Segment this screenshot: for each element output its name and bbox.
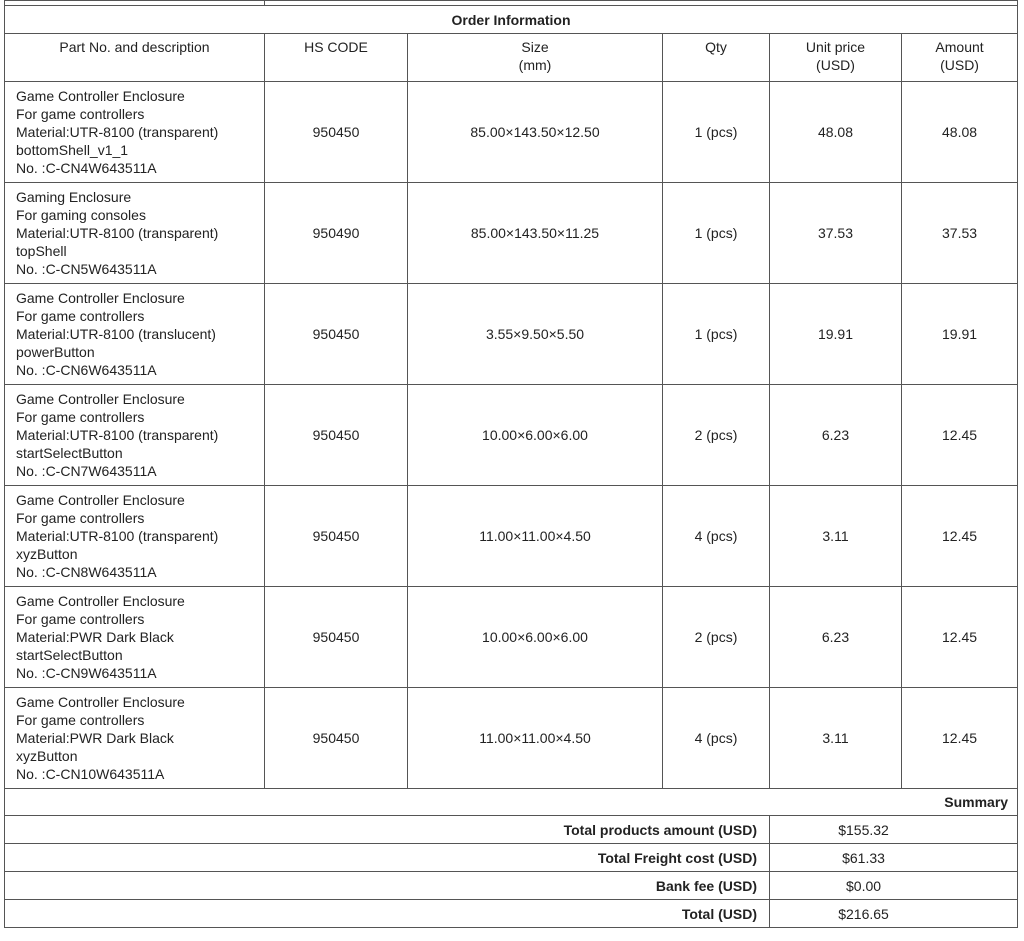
item-hs-code: 950450 — [265, 284, 408, 385]
item-unit-price: 19.91 — [770, 284, 902, 385]
summary-label-total: Total (USD) — [5, 900, 770, 928]
item-material: Material:UTR-8100 (translucent) — [16, 326, 216, 342]
summary-value-products: $155.32 — [770, 816, 1018, 844]
header-line: Size — [521, 39, 549, 55]
item-unit-price: 3.11 — [770, 688, 902, 789]
table-row — [5, 82, 1018, 183]
item-part: startSelectButton — [16, 647, 123, 663]
item-name: Game Controller Enclosure — [16, 694, 185, 710]
column-header-row — [5, 34, 1018, 82]
item-usage: For game controllers — [16, 308, 145, 324]
item-description — [5, 385, 265, 486]
column-header-qty — [663, 34, 770, 82]
item-usage: For game controllers — [16, 409, 145, 425]
summary-value-total: $216.65 — [770, 900, 1018, 928]
item-amount: 12.45 — [902, 587, 1018, 688]
item-unit-price: 6.23 — [770, 385, 902, 486]
item-amount: 12.45 — [902, 688, 1018, 789]
item-part: topShell — [16, 243, 67, 259]
column-header-size — [408, 34, 663, 82]
item-number: No. :C-CN7W643511A — [16, 463, 157, 479]
item-name: Gaming Enclosure — [16, 189, 132, 205]
item-number: No. :C-CN4W643511A — [16, 160, 157, 176]
item-size: 10.00×6.00×6.00 — [408, 587, 663, 688]
item-number: No. :C-CN10W643511A — [16, 766, 165, 782]
item-unit-price: 6.23 — [770, 587, 902, 688]
item-hs-code: 950450 — [265, 587, 408, 688]
item-qty: 1 (pcs) — [663, 82, 770, 183]
item-part: powerButton — [16, 344, 95, 360]
section-title: Order Information — [5, 6, 1018, 34]
summary-title: Summary — [5, 789, 1018, 816]
item-material: Material:UTR-8100 (transparent) — [16, 427, 219, 443]
item-material: Material:PWR Dark Black — [16, 730, 174, 746]
item-name: Game Controller Enclosure — [16, 88, 185, 104]
item-unit-price: 48.08 — [770, 82, 902, 183]
summary-value-bank-fee: $0.00 — [770, 872, 1018, 900]
item-qty: 4 (pcs) — [663, 486, 770, 587]
summary-row — [5, 816, 1018, 844]
header-line: Unit price — [805, 39, 866, 55]
header-line: Part No. and description — [59, 39, 210, 55]
item-material: Material:UTR-8100 (transparent) — [16, 225, 219, 241]
item-name: Game Controller Enclosure — [16, 492, 185, 508]
item-name: Game Controller Enclosure — [16, 593, 185, 609]
column-header-hs-code — [265, 34, 408, 82]
item-hs-code: 950450 — [265, 486, 408, 587]
item-description — [5, 82, 265, 183]
table-row — [5, 284, 1018, 385]
item-number: No. :C-CN5W643511A — [16, 261, 157, 277]
item-part: xyzButton — [16, 748, 78, 764]
header-line: Amount — [935, 39, 984, 55]
table-row — [5, 486, 1018, 587]
header-line: Qty — [705, 39, 727, 55]
item-usage: For gaming consoles — [16, 207, 146, 223]
order-document — [4, 0, 1017, 928]
item-name: Game Controller Enclosure — [16, 290, 185, 306]
item-description — [5, 284, 265, 385]
item-qty: 4 (pcs) — [663, 688, 770, 789]
item-qty: 2 (pcs) — [663, 385, 770, 486]
summary-header-row — [5, 789, 1018, 816]
item-number: No. :C-CN9W643511A — [16, 665, 157, 681]
header-line: (USD) — [816, 57, 855, 73]
summary-row — [5, 844, 1018, 872]
order-table — [4, 0, 1018, 928]
item-material: Material:UTR-8100 (transparent) — [16, 124, 219, 140]
item-unit-price: 37.53 — [770, 183, 902, 284]
summary-row — [5, 872, 1018, 900]
item-number: No. :C-CN8W643511A — [16, 564, 157, 580]
item-amount: 12.45 — [902, 486, 1018, 587]
item-name: Game Controller Enclosure — [16, 391, 185, 407]
section-title-row — [5, 6, 1018, 34]
item-size: 3.55×9.50×5.50 — [408, 284, 663, 385]
item-amount: 12.45 — [902, 385, 1018, 486]
item-number: No. :C-CN6W643511A — [16, 362, 157, 378]
item-usage: For game controllers — [16, 611, 145, 627]
column-header-amount — [902, 34, 1018, 82]
item-amount: 37.53 — [902, 183, 1018, 284]
item-description — [5, 183, 265, 284]
header-line: HS CODE — [304, 39, 368, 55]
summary-label-products: Total products amount (USD) — [5, 816, 770, 844]
item-size: 10.00×6.00×6.00 — [408, 385, 663, 486]
item-size: 11.00×11.00×4.50 — [408, 486, 663, 587]
summary-label-freight: Total Freight cost (USD) — [5, 844, 770, 872]
item-usage: For game controllers — [16, 106, 145, 122]
table-row — [5, 385, 1018, 486]
summary-value-freight: $61.33 — [770, 844, 1018, 872]
item-hs-code: 950450 — [265, 688, 408, 789]
item-qty: 1 (pcs) — [663, 183, 770, 284]
item-part: bottomShell_v1_1 — [16, 142, 129, 158]
item-description — [5, 587, 265, 688]
item-material: Material:PWR Dark Black — [16, 629, 174, 645]
item-size: 85.00×143.50×11.25 — [408, 183, 663, 284]
header-line: (USD) — [940, 57, 979, 73]
item-usage: For game controllers — [16, 712, 145, 728]
summary-row — [5, 900, 1018, 928]
item-amount: 19.91 — [902, 284, 1018, 385]
column-header-description — [5, 34, 265, 82]
item-hs-code: 950490 — [265, 183, 408, 284]
item-material: Material:UTR-8100 (transparent) — [16, 528, 219, 544]
table-row — [5, 183, 1018, 284]
item-unit-price: 3.11 — [770, 486, 902, 587]
column-header-unit-price — [770, 34, 902, 82]
item-hs-code: 950450 — [265, 385, 408, 486]
item-size: 85.00×143.50×12.50 — [408, 82, 663, 183]
table-row — [5, 688, 1018, 789]
item-description — [5, 688, 265, 789]
item-part: xyzButton — [16, 546, 78, 562]
item-amount: 48.08 — [902, 82, 1018, 183]
item-size: 11.00×11.00×4.50 — [408, 688, 663, 789]
item-qty: 1 (pcs) — [663, 284, 770, 385]
item-description — [5, 486, 265, 587]
item-qty: 2 (pcs) — [663, 587, 770, 688]
item-hs-code: 950450 — [265, 82, 408, 183]
item-usage: For game controllers — [16, 510, 145, 526]
table-row — [5, 587, 1018, 688]
header-line: (mm) — [518, 57, 552, 73]
summary-label-bank-fee: Bank fee (USD) — [5, 872, 770, 900]
item-part: startSelectButton — [16, 445, 123, 461]
